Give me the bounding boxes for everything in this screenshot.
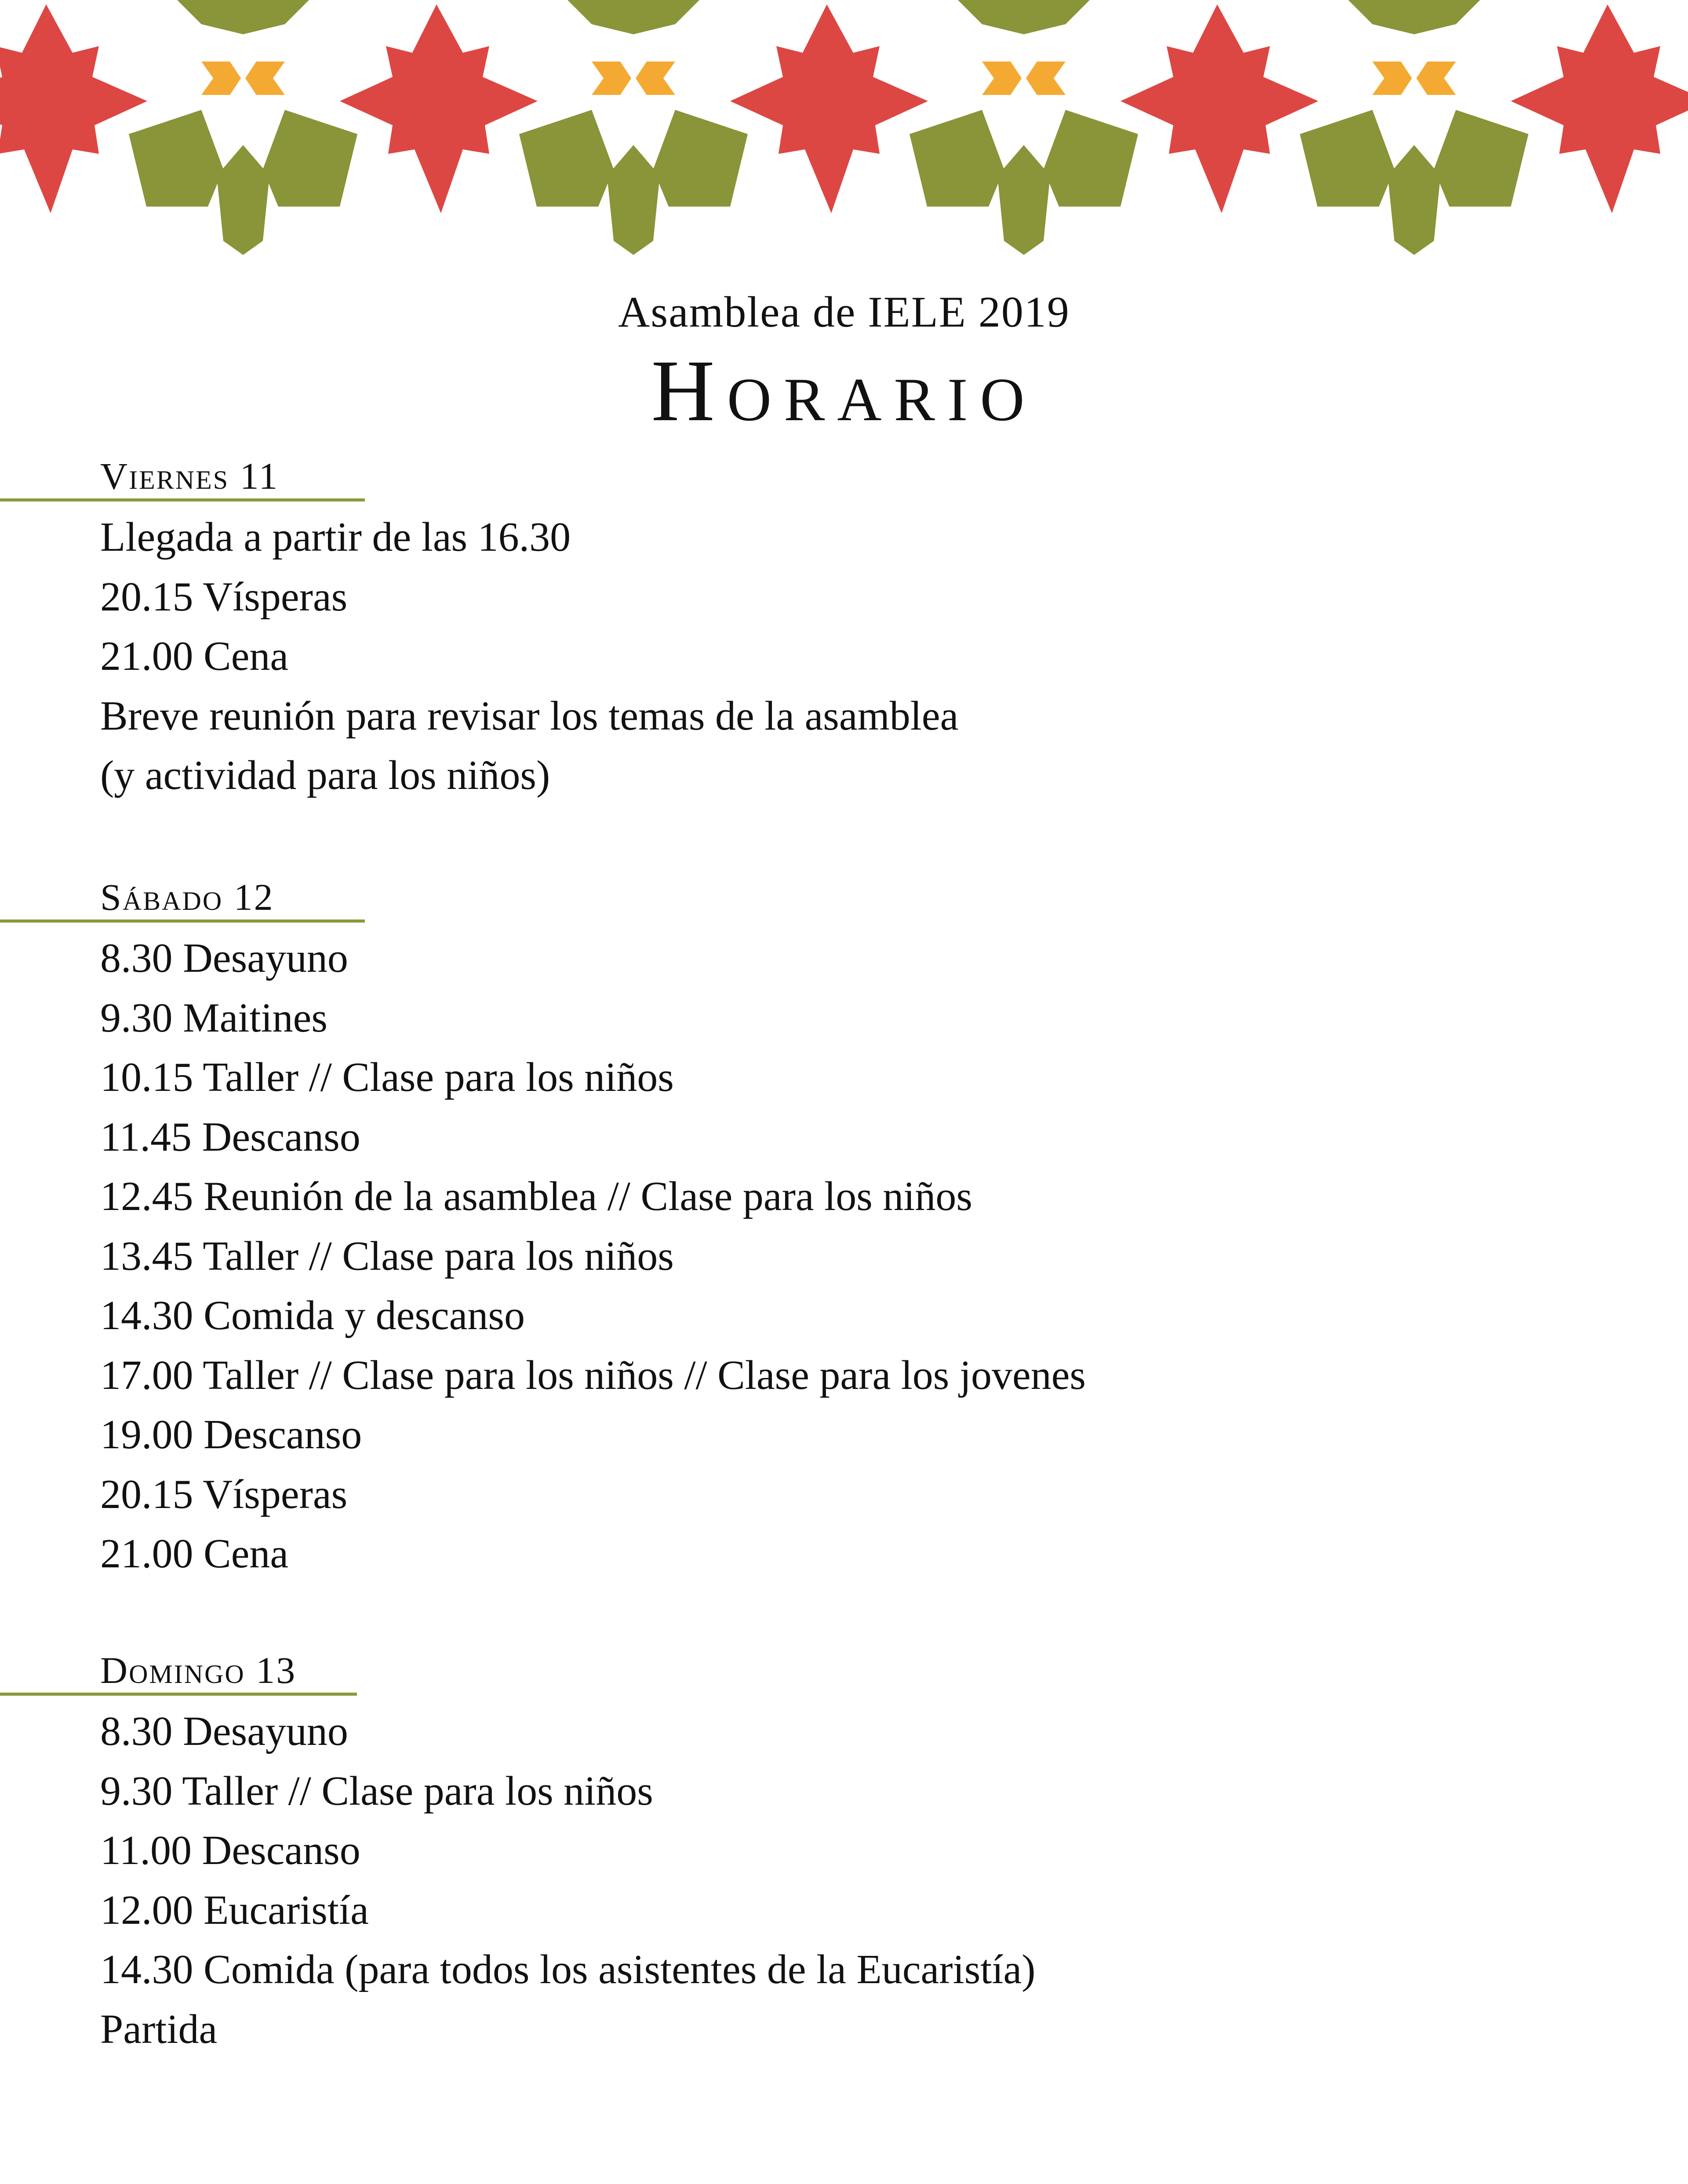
schedule-item: 11.45 Descanso <box>100 1114 360 1160</box>
schedule-item: (y actividad para los niños) <box>100 752 550 798</box>
green-left-tile <box>909 110 1004 207</box>
schedule-item: 9.30 Maitines <box>100 995 327 1041</box>
page-title: Horario <box>651 342 1037 440</box>
schedule-item: 11.00 Descanso <box>100 1828 360 1873</box>
orange-right-tile <box>245 62 285 95</box>
green-top-tile <box>958 0 1090 34</box>
day-section-saturday <box>0 878 1688 1584</box>
schedule-item: Breve reunión para revisar los temas de la asamblea <box>100 693 959 739</box>
day-section-sunday <box>0 1651 1688 2059</box>
day-divider <box>0 498 365 501</box>
green-left-tile <box>519 110 614 207</box>
day-heading: Viernes 11 <box>100 455 279 497</box>
green-right-tile <box>1044 110 1138 207</box>
red-star-tile <box>0 4 147 213</box>
day-divider <box>0 919 365 923</box>
schedule-item: Partida <box>100 2006 218 2052</box>
event-subtitle: Asamblea de IELE 2019 <box>618 287 1070 336</box>
green-bottom-tile <box>607 145 660 255</box>
orange-left-tile <box>982 62 1022 95</box>
schedule-item: 14.30 Comida y descanso <box>100 1293 525 1338</box>
green-right-tile <box>653 110 748 207</box>
decorative-tile-pattern <box>0 0 1688 259</box>
schedule-item: 12.00 Eucaristía <box>100 1887 369 1933</box>
schedule-item: 9.30 Taller // Clase para los niños <box>100 1768 653 1814</box>
schedule-item: 10.15 Taller // Clase para los niños <box>100 1054 674 1100</box>
green-bottom-tile <box>1388 145 1441 255</box>
orange-right-tile <box>636 62 675 95</box>
red-star-tile <box>340 4 538 213</box>
green-bottom-tile <box>217 145 269 255</box>
green-left-tile <box>129 110 223 207</box>
schedule-item: 8.30 Desayuno <box>100 1708 348 1754</box>
green-right-tile <box>263 110 357 207</box>
red-star-tile <box>730 4 928 213</box>
orange-left-tile <box>201 62 241 95</box>
schedule-item: 19.00 Descanso <box>100 1412 362 1457</box>
schedule-list <box>100 1702 1688 2059</box>
green-top-tile <box>1348 0 1480 34</box>
schedule-list <box>100 508 1688 806</box>
schedule-item: 17.00 Taller // Clase para los niños // Clase para los jovenes <box>100 1352 1086 1398</box>
schedule-item: 21.00 Cena <box>100 1531 289 1577</box>
orange-right-tile <box>1026 62 1066 95</box>
schedule-item: Llegada a partir de las 16.30 <box>100 514 571 560</box>
green-left-tile <box>1300 110 1394 207</box>
page-header <box>0 281 1688 440</box>
day-section-friday <box>0 457 1688 806</box>
day-heading: Domingo 13 <box>100 1649 297 1691</box>
schedule-item: 12.45 Reunión de la asamblea // Clase para los niños <box>100 1174 973 1219</box>
day-heading: Sábado 12 <box>100 876 274 918</box>
green-top-tile <box>568 0 699 34</box>
schedule-item: 20.15 Vísperas <box>100 574 348 620</box>
orange-left-tile <box>1372 62 1412 95</box>
red-star-tile <box>1120 4 1318 213</box>
schedule-item: 21.00 Cena <box>100 633 289 679</box>
day-divider <box>0 1693 357 1696</box>
green-right-tile <box>1434 110 1528 207</box>
schedule-item: 13.45 Taller // Clase para los niños <box>100 1233 674 1279</box>
schedule-item: 20.15 Vísperas <box>100 1471 348 1517</box>
orange-right-tile <box>1416 62 1456 95</box>
green-top-tile <box>177 0 309 34</box>
green-bottom-tile <box>997 145 1050 255</box>
schedule-item: 14.30 Comida (para todos los asistentes de la Eucaristía) <box>100 1947 1036 1992</box>
schedule-list <box>100 929 1688 1584</box>
red-star-tile <box>1511 4 1688 213</box>
schedule-item: 8.30 Desayuno <box>100 935 348 981</box>
orange-left-tile <box>592 62 631 95</box>
